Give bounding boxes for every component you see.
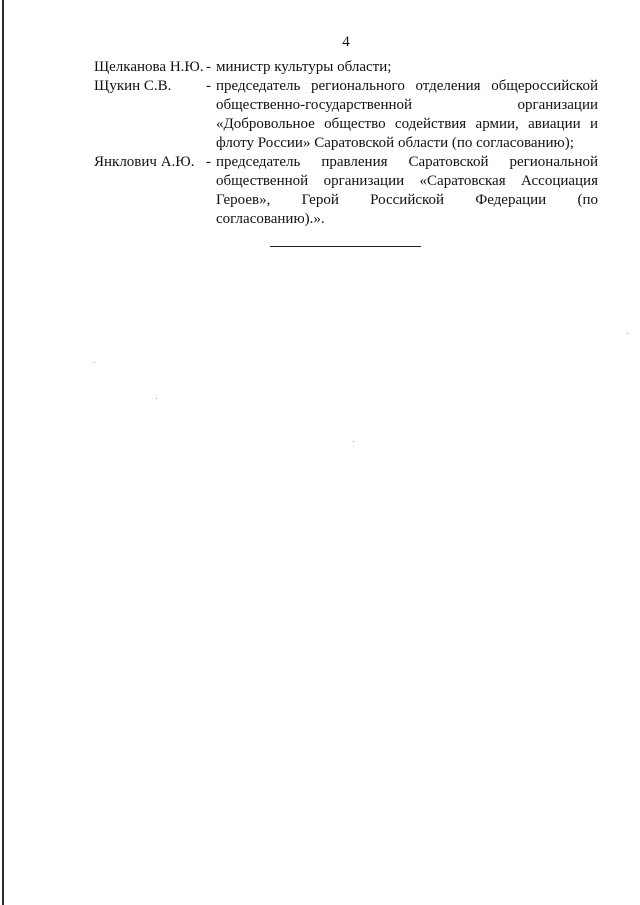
dash-separator: -: [206, 78, 211, 94]
scan-edge-line: [2, 0, 4, 905]
member-position: председатель правления Саратовской региональной общественной организации «Саратовская Ассоциация Героев», Герой Российской Федерации (по согласованию).».: [216, 154, 598, 227]
member-name: Щелканова Н.Ю.: [94, 59, 204, 75]
list-item: [94, 153, 598, 229]
scan-speck: [94, 362, 95, 363]
end-rule: [270, 246, 421, 247]
list-item: [94, 58, 598, 77]
member-name: Янклович А.Ю.: [94, 154, 195, 170]
member-list: [94, 58, 598, 229]
page-number: 4: [342, 34, 350, 50]
list-item: [94, 77, 598, 153]
scan-speck: [353, 441, 354, 442]
dash-separator: -: [206, 154, 211, 170]
member-name: Щукин С.В.: [94, 78, 172, 94]
member-position: министр культуры области;: [216, 59, 392, 75]
member-position: председатель регионального отделения общероссийской общественно-государственной организации «Добровольное общество содействия армии, авиации и флоту России» Саратовской области (по согласованию);: [216, 78, 598, 151]
dash-separator: -: [206, 59, 211, 75]
scan-speck: [627, 333, 628, 334]
scan-speck: [156, 398, 157, 399]
